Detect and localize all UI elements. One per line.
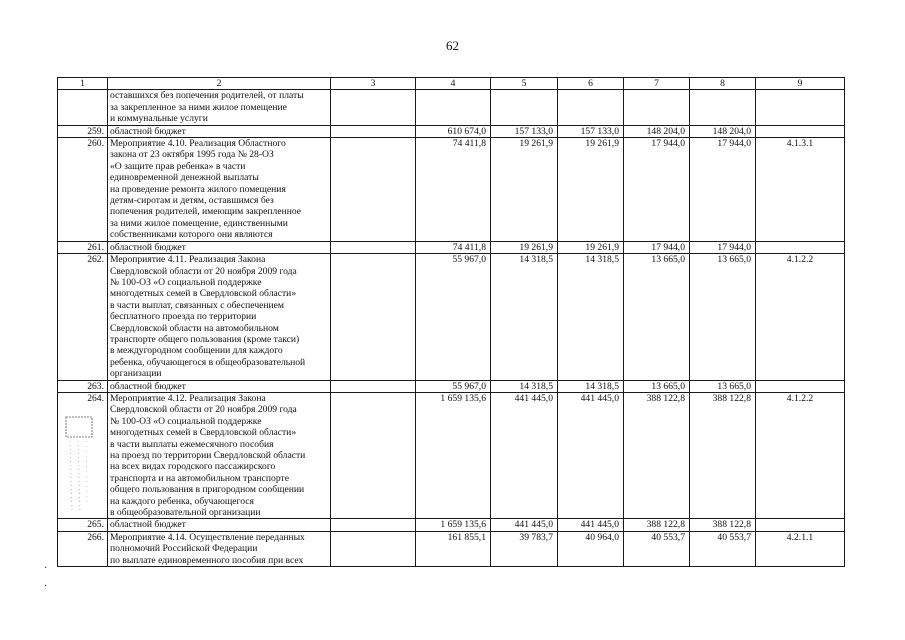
row-number [58,90,108,125]
row-number: 262. [58,254,108,380]
col5-value: 14 318,5 [491,380,558,392]
col8-value: 13 665,0 [690,254,756,380]
table-row [58,125,845,137]
column-header: 5 [491,78,558,90]
margin-tick: · [44,563,48,574]
col7-value [624,90,690,125]
col4-value [416,90,491,125]
col7-value: 17 944,0 [624,241,690,253]
col6-value: 14 318,5 [558,254,624,380]
col7-value: 40 553,7 [624,531,690,566]
col3-cell [331,90,416,125]
col7-value: 148 204,0 [624,125,690,137]
col3-cell [331,241,416,253]
code-cell [756,241,845,253]
col4-value: 74 411,8 [416,241,491,253]
col6-value [558,90,624,125]
col7-value: 388 122,8 [624,392,690,518]
col3-cell [331,392,416,518]
col3-cell [331,254,416,380]
table-row [58,380,845,392]
col5-value: 441 445,0 [491,392,558,518]
code-cell: 4.1.2.2 [756,392,845,518]
col8-value: 17 944,0 [690,241,756,253]
budget-table [57,77,845,567]
row-description: Мероприятие 4.12. Реализация Закона Свердловской области от 20 ноября 2009 года № 100-ОЗ «О социальной поддержке многодетных семей в Свердловской области» в части выплаты ежемесячного пособия на проезд по территории Свердловской области на всех видах городского пассажирского транспорта и на автомобильном транспорте общего пользования в пригородном сообщении на каждого ребенка, обучающегося в общеобразовательной организации [108,392,331,518]
col5-value: 14 318,5 [491,254,558,380]
row-description: областной бюджет [108,519,331,531]
col4-value: 74 411,8 [416,138,491,242]
column-header: 9 [756,78,845,90]
col5-value: 19 261,9 [491,241,558,253]
col6-value: 19 261,9 [558,138,624,242]
row-number: 259. [58,125,108,137]
col3-cell [331,519,416,531]
column-header: 1 [58,78,108,90]
col5-value [491,90,558,125]
col3-cell [331,380,416,392]
col6-value: 40 964,0 [558,531,624,566]
col8-value: 40 553,7 [690,531,756,566]
col8-value: 17 944,0 [690,138,756,242]
row-description: областной бюджет [108,380,331,392]
col3-cell [331,531,416,566]
row-number: 265. [58,519,108,531]
row-description: Мероприятие 4.14. Осуществление переданных полномочий Российской Федерации по выплате единовременного пособия при всех [108,531,331,566]
column-header: 6 [558,78,624,90]
table-row [58,392,845,518]
col3-cell [331,138,416,242]
row-number: 261. [58,241,108,253]
column-header: 2 [108,78,331,90]
col5-value: 157 133,0 [491,125,558,137]
row-number: 263. [58,380,108,392]
table-row [58,531,845,566]
col7-value: 388 122,8 [624,519,690,531]
row-description: областной бюджет [108,125,331,137]
code-cell [756,125,845,137]
col6-value: 441 445,0 [558,519,624,531]
row-number: 264. [58,392,108,518]
col4-value: 55 967,0 [416,254,491,380]
col6-value: 14 318,5 [558,380,624,392]
col5-value: 441 445,0 [491,519,558,531]
page-number: 62 [446,38,459,53]
col8-value: 388 122,8 [690,519,756,531]
col7-value: 13 665,0 [624,380,690,392]
col4-value: 1 659 135,6 [416,519,491,531]
col8-value: 13 665,0 [690,380,756,392]
col6-value: 19 261,9 [558,241,624,253]
table-row [58,519,845,531]
row-description: оставшихся без попечения родителей, от платы за закрепленное за ними жилое помещение и коммунальные услуги [108,90,331,125]
table-row [58,241,845,253]
stamp-mark [60,415,94,515]
col5-value: 19 261,9 [491,138,558,242]
column-header: 8 [690,78,756,90]
col3-cell [331,125,416,137]
col4-value: 610 674,0 [416,125,491,137]
col7-value: 17 944,0 [624,138,690,242]
code-cell [756,90,845,125]
col8-value [690,90,756,125]
col4-value: 1 659 135,6 [416,392,491,518]
table-row [58,138,845,242]
col7-value: 13 665,0 [624,254,690,380]
row-description: Мероприятие 4.10. Реализация Областного закона от 23 октября 1995 года № 28-ОЗ «О защите прав ребенка» в части единовременной денежной выплаты на проведение ремонта жилого помещения детям-сиротам и детям, оставшимся без попечения родителей, имеющим закрепленное за ними жилое помещение, единственными собственниками которого они являются [108,138,331,242]
margin-tick: · [44,581,48,592]
code-cell: 4.1.3.1 [756,138,845,242]
code-cell: 4.2.1.1 [756,531,845,566]
table-row [58,90,845,125]
table-row [58,254,845,380]
column-header: 3 [331,78,416,90]
row-number: 260. [58,138,108,242]
column-header: 7 [624,78,690,90]
column-number-row [58,78,845,90]
col6-value: 157 133,0 [558,125,624,137]
row-description: областной бюджет [108,241,331,253]
row-number: 266. [58,531,108,566]
code-cell: 4.1.2.2 [756,254,845,380]
row-description: Мероприятие 4.11. Реализация Закона Свердловской области от 20 ноября 2009 года № 100-ОЗ «О социальной поддержке многодетных семей в Свердловской области» в части выплат, связанных с обеспечением бесплатного проезда по территории Свердловской области на автомобильном транспорте общего пользования (кроме такси) в междугородном сообщении для каждого ребенка, обучающегося в общеобразовательной организации [108,254,331,380]
col4-value: 55 967,0 [416,380,491,392]
col5-value: 39 783,7 [491,531,558,566]
col8-value: 148 204,0 [690,125,756,137]
code-cell [756,380,845,392]
col6-value: 441 445,0 [558,392,624,518]
column-header: 4 [416,78,491,90]
col4-value: 161 855,1 [416,531,491,566]
col8-value: 388 122,8 [690,392,756,518]
table-body [58,78,845,567]
code-cell [756,519,845,531]
